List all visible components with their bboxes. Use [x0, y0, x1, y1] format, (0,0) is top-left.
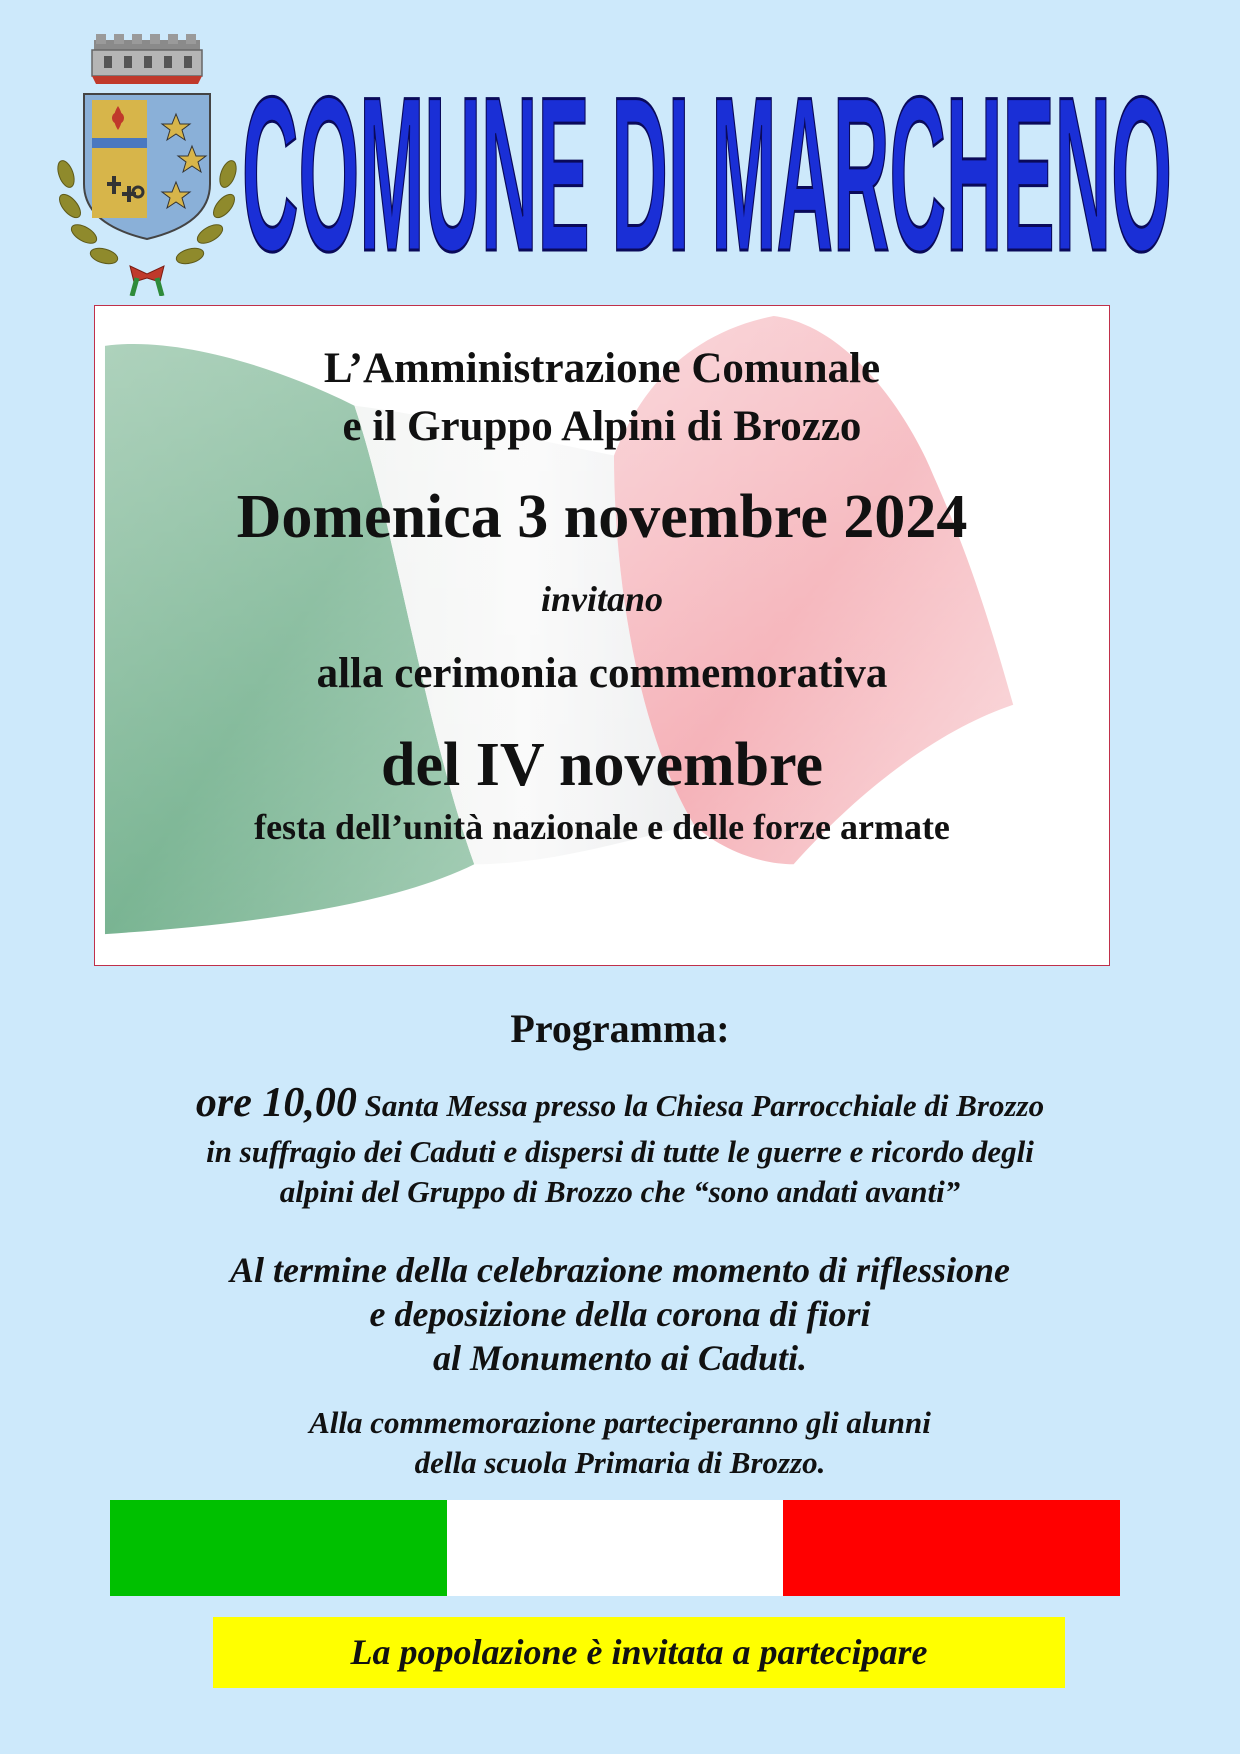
- ceremony-line: alla cerimonia commemorativa: [316, 650, 888, 697]
- invite-word: invitano: [540, 579, 664, 619]
- program-item-2-line-3: al Monumento ai Caduti.: [432, 1338, 808, 1378]
- invitation-banner: La popolazione è invitata a partecipare: [213, 1617, 1065, 1688]
- program-item-1-text: Santa Messa presso la Chiesa Parrocchiale di Brozzo: [356, 1088, 1045, 1123]
- program-item-2-line-1: Al termine della celebrazione momento di riflessione: [230, 1250, 1010, 1290]
- program-item-2-line-2: e deposizione della corona di fiori: [369, 1294, 871, 1334]
- tricolor-white: [447, 1500, 784, 1596]
- program-item-1-line-2: in suffragio dei Caduti e dispersi di tutte le guerre e ricordo degli: [206, 1134, 1034, 1169]
- coat-of-arms-icon: [52, 34, 242, 296]
- program-item-1-line-3: alpini del Gruppo di Brozzo che “sono andati avanti”: [279, 1174, 961, 1209]
- program-time: ore 10,00: [195, 1080, 357, 1126]
- invitation-box: [94, 305, 1110, 966]
- title-text: COMUNE DI MARCHENO: [242, 51, 1172, 280]
- program-item-3-line-2: della scuola Primaria di Brozzo.: [414, 1445, 826, 1480]
- tricolor-green: [110, 1500, 447, 1596]
- event-name: del IV novembre: [380, 731, 824, 799]
- program-item-1-line-1: [0, 1080, 1240, 1126]
- tricolor-red: [783, 1500, 1120, 1596]
- page-title: [232, 50, 1182, 280]
- program-title: Programma:: [510, 1006, 730, 1051]
- event-subtitle: festa dell’unità nazionale e delle forze armate: [254, 807, 950, 847]
- organizer-line-2: e il Gruppo Alpini di Brozzo: [342, 403, 862, 450]
- italian-tricolor: [110, 1500, 1120, 1596]
- program-item-3-line-1: Alla commemorazione parteciperanno gli alunni: [309, 1405, 931, 1440]
- event-date: Domenica 3 novembre 2024: [236, 483, 968, 551]
- organizer-line-1: L’Amministrazione Comunale: [323, 345, 881, 392]
